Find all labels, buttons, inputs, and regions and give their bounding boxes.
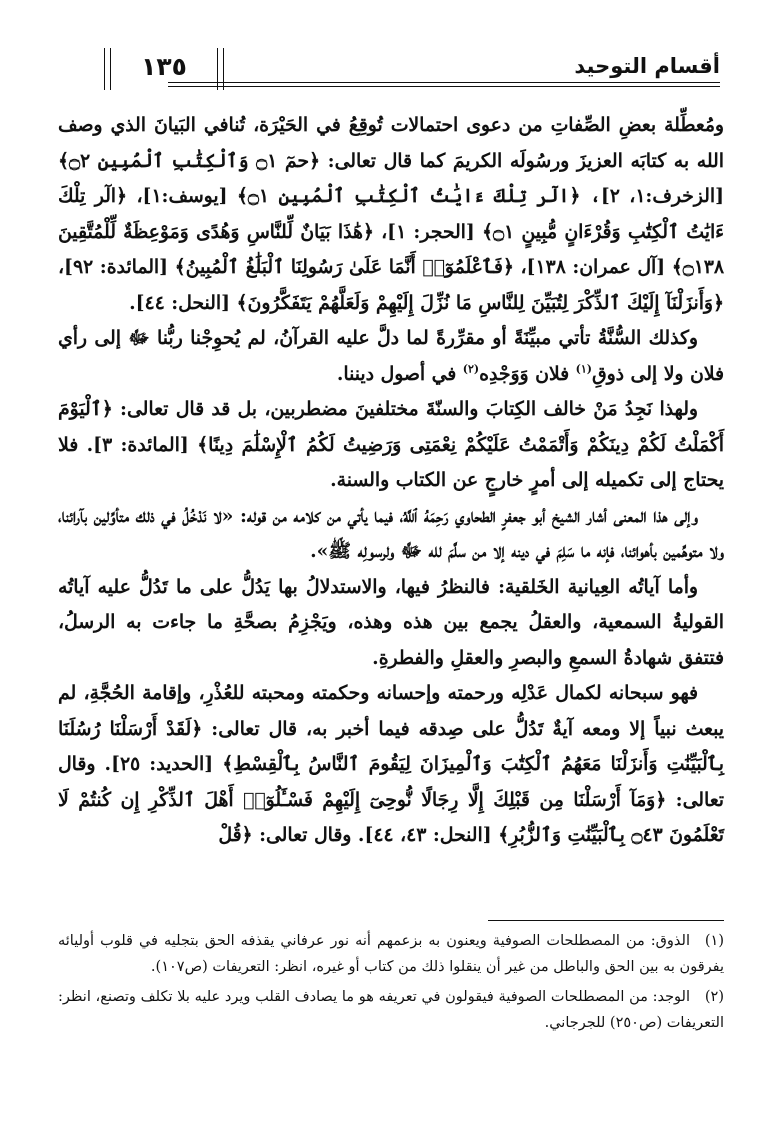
footnote-ref-1[interactable]: (١) (575, 362, 593, 376)
running-title: أقسام التوحيد (574, 54, 720, 78)
footnote-text: الوجد: من المصطلحات الصوفية فيقولون في تعريفه هو ما يصادف القلب ويرد عليه بلا تكلف وتصنع، انظر: التعريفات (ص٢٥٠) للجرجاني. (58, 989, 724, 1031)
paragraph-4: وإلى هذا المعنى أشار الشيخ أبو جعفرٍ الطحاوي رَحِمَهُ ٱللَّهُ، فيما يأتي من كلامه من قوله: «لا نَدْخُلُ في ذلك متأوِّلين بآرائنا، ولا متوهِّمين بأهوائنا، فإنه ما سَلِمَ في دينه إلا من سلَّمَ لله ﷻ ولرسولِه ﷺ». (58, 504, 724, 562)
footnotes (58, 928, 724, 1040)
paragraph-5: وأما آياتُه العِيانية الخَلقية: فالنظرُ فيها، والاستدلالُ بها يَدُلُّ على ما تَدُلُّ عليه آياتُه القوليةُ السمعية، والعقلُ يجمع بين هذه وهذه، ويَجْزِمُ بصحَّةِ ما جاءت به الرسلُ، فتتفق شهادةُ السمعِ والبصرِ والعقلِ والفطرةِ. (58, 575, 724, 669)
page-number: ١٣٥ (141, 52, 187, 81)
footnote-text: الذوق: من المصطلحات الصوفية ويعنون به بزعمهم أنه نور عرفاني يقذفه الحق بتجليه في قلوب أوليائه يفرقون به بين الحق والباطل من غير أن ينقلوا ذلك من كتاب أو غيره، انظر: التعريفات (ص١٠٧). (58, 933, 724, 975)
footnote-divider (488, 920, 724, 921)
footnote-number: (٢) (704, 989, 724, 1005)
paragraph-1: ومُعطِّلة بعضِ الصِّفاتِ من دعوى احتمالات تُوقِعُ في الحَيْرَة، تُنافي البَيانَ الذي وصف الله به كتابَه العزيزَ ورسُولَه الكريمَ كما قال تعالى: ﴿حمٓ ۝١ وَٱلْكِتَٰبِ ٱلْمُبِينِ ۝٢﴾ [الزخرف:١، ٢]، ﴿الٓر تِلْكَ ءَايَٰتُ ٱلْكِتَٰبِ ٱلْمُبِينِ ۝١﴾ [يوسف:١]، ﴿الٓر تِلْكَ ءَايَٰتُ ٱلْكِتَٰبِ وَقُرْءَانٍ مُّبِينٍ ۝١﴾ [الحجر: ١]، ﴿هَٰذَا بَيَانٌ لِّلنَّاسِ وَهُدًى وَمَوْعِظَةٌ لِّلْمُتَّقِينَ ۝١٣٨﴾ [آل عمران: ١٣٨]، ﴿فَٱعْلَمُوٓا۟ أَنَّمَا عَلَىٰ رَسُولِنَا ٱلْبَلَٰغُ ٱلْمُبِينُ﴾ [المائدة: ٩٢]، ﴿وَأَنزَلْنَآ إِلَيْكَ ٱلذِّكْرَ لِتُبَيِّنَ لِلنَّاسِ مَا نُزِّلَ إِلَيْهِمْ وَلَعَلَّهُمْ يَتَفَكَّرُونَ﴾ [النحل: ٤٤]. (58, 114, 725, 314)
paragraph-6: فهو سبحانه لكمال عَدْلِه ورحمته وإحسانه وحكمته ومحبته للعُذْرِ، وإقامة الحُجَّةِ، لم يبعث نبياً إلا ومعه آيةٌ تَدُلُّ على صِدقه فيما أخبر به، قال تعالى: ﴿لَقَدْ أَرْسَلْنَا رُسُلَنَا بِٱلْبَيِّنَٰتِ وَأَنزَلْنَا مَعَهُمُ ٱلْكِتَٰبَ وَٱلْمِيزَانَ لِيَقُومَ ٱلنَّاسُ بِٱلْقِسْطِ﴾ [الحديد: ٢٥]. وقال تعالى: ﴿وَمَآ أَرْسَلْنَا مِن قَبْلِكَ إِلَّا رِجَالًا نُّوحِىٓ إِلَيْهِمْ فَسْـَٔلُوٓا۟ أَهْلَ ٱلذِّكْرِ إِن كُنتُمْ لَا تَعْلَمُونَ ۝٤٣ بِٱلْبَيِّنَٰتِ وَٱلزُّبُرِ﴾ [النحل: ٤٣، ٤٤]. وقال تعالى: ﴿قُلْ (58, 682, 724, 846)
page-header (60, 44, 720, 94)
paragraph-2-end: في أصول ديننا. (336, 362, 463, 385)
footnote-2 (58, 984, 724, 1036)
footnote-1 (58, 928, 724, 980)
footnote-ref-2[interactable]: (٢) (462, 362, 480, 376)
footnote-number: (١) (704, 933, 724, 949)
paragraph-2-mid: فلان وَوَجْدِه (479, 362, 576, 385)
main-text (58, 108, 724, 854)
paragraph-3: ولهذا نَجِدُ مَنْ خالف الكِتابَ والسنّةَ مختلفينَ مضطربين، بل قد قال تعالى: ﴿ٱلْيَوْمَ أَكْمَلْتُ لَكُمْ دِينَكُمْ وَأَتْمَمْتُ عَلَيْكُمْ نِعْمَتِى وَرَضِيتُ لَكُمُ ٱلْإِسْلَٰمَ دِينًا﴾ [المائدة: ٣]. فلا يحتاج إلى تكميله إلى أمرٍ خارجٍ عن الكتاب والسنة. (58, 398, 724, 491)
paragraph-2-start: وكذلك السُّنَّةُ تأتي مبيِّنَةً أو مقرِّرةً لما دلَّ عليه القرآنُ، لم يُحوِجْنا ربُّنا ﷻ إلى رأي فلان ولا إلى ذوقِ (58, 327, 724, 385)
header-rule (168, 82, 720, 87)
paragraph-2 (58, 321, 724, 392)
